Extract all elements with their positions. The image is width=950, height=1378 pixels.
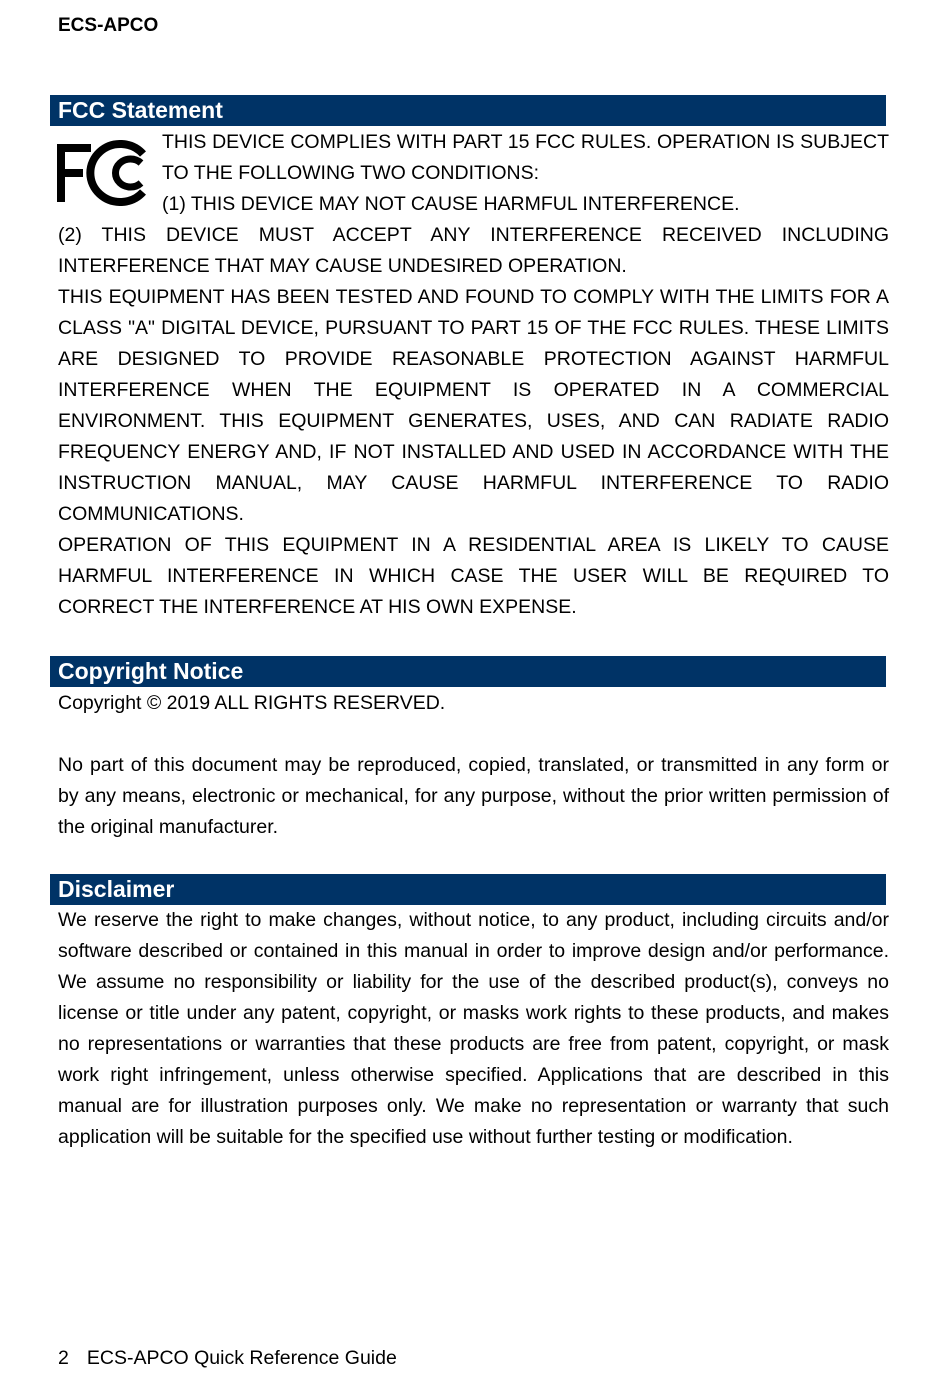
fcc-body: [58, 220, 889, 623]
fcc-paragraph: OPERATION OF THIS EQUIPMENT IN A RESIDENTIAL AREA IS LIKELY TO CAUSE HARMFUL INTERFERENCE IN WHICH CASE THE USER WILL BE REQUIRED TO CORRECT THE INTERFERENCE AT HIS OWN EXPENSE.: [58, 534, 889, 618]
fcc-lead-line: (1) THIS DEVICE MAY NOT CAUSE HARMFUL INTERFERENCE.: [162, 193, 740, 215]
disclaimer-paragraph: We reserve the right to make changes, without notice, to any product, including circuits and/or software described or contained in this manual in order to improve design and/or performance. We assume no responsibility or liability for the use of the described product(s), conveys no license or title under any patent, copyright, or masks work rights to these products, and makes no representations or warranties that these products are free from patent, copyright, or mask work right infringement, unless otherwise specified. Applications that are described in this manual are for illustration purposes only. We make no representation or warranty that such application will be suitable for the specified use without further testing or modification.: [58, 909, 889, 1148]
disclaimer-body: [58, 905, 889, 1153]
running-header: ECS-APCO: [58, 15, 159, 36]
fcc-section-title: FCC Statement: [50, 95, 886, 126]
page-number: 2: [58, 1347, 69, 1369]
footer-title: ECS-APCO Quick Reference Guide: [86, 1347, 397, 1369]
fcc-paragraph: THIS EQUIPMENT HAS BEEN TESTED AND FOUND TO COMPLY WITH THE LIMITS FOR A CLASS "A" DIGITAL DEVICE, PURSUANT TO PART 15 OF THE FCC RULES. THESE LIMITS ARE DESIGNED TO PROVIDE REASONABLE PROTECTION AGAINST HARMFUL INTERFERENCE WHEN THE EQUIPMENT IS OPERATED IN A COMMERCIAL ENVIRONMENT. THIS EQUIPMENT GENERATES, USES, AND CAN RADIATE RADIO FREQUENCY ENERGY AND, IF NOT INSTALLED AND USED IN ACCORDANCE WITH THE INSTRUCTION MANUAL, MAY CAUSE HARMFUL INTERFERENCE TO RADIO COMMUNICATIONS.: [58, 286, 889, 525]
fcc-logo-icon: [55, 140, 149, 206]
fcc-paragraph: (2) THIS DEVICE MUST ACCEPT ANY INTERFERENCE RECEIVED INCLUDING INTERFERENCE THAT MAY CAUSE UNDESIRED OPERATION.: [58, 224, 889, 277]
copyright-paragraph: No part of this document may be reproduced, copied, translated, or transmitted in any form or by any means, electronic or mechanical, for any purpose, without the prior written permission of the original manufacturer.: [58, 754, 889, 838]
copyright-line: Copyright © 2019 ALL RIGHTS RESERVED.: [58, 692, 446, 714]
copyright-body: [58, 688, 889, 843]
disclaimer-section-title: Disclaimer: [50, 874, 886, 905]
fcc-lead-line: THIS DEVICE COMPLIES WITH PART 15 FCC RULES. OPERATION IS SUBJECT TO THE FOLLOWING TWO CONDITIONS:: [162, 131, 889, 184]
copyright-section-title: Copyright Notice: [50, 656, 886, 687]
page-footer: [58, 1346, 397, 1370]
fcc-lead-text: [162, 127, 889, 220]
